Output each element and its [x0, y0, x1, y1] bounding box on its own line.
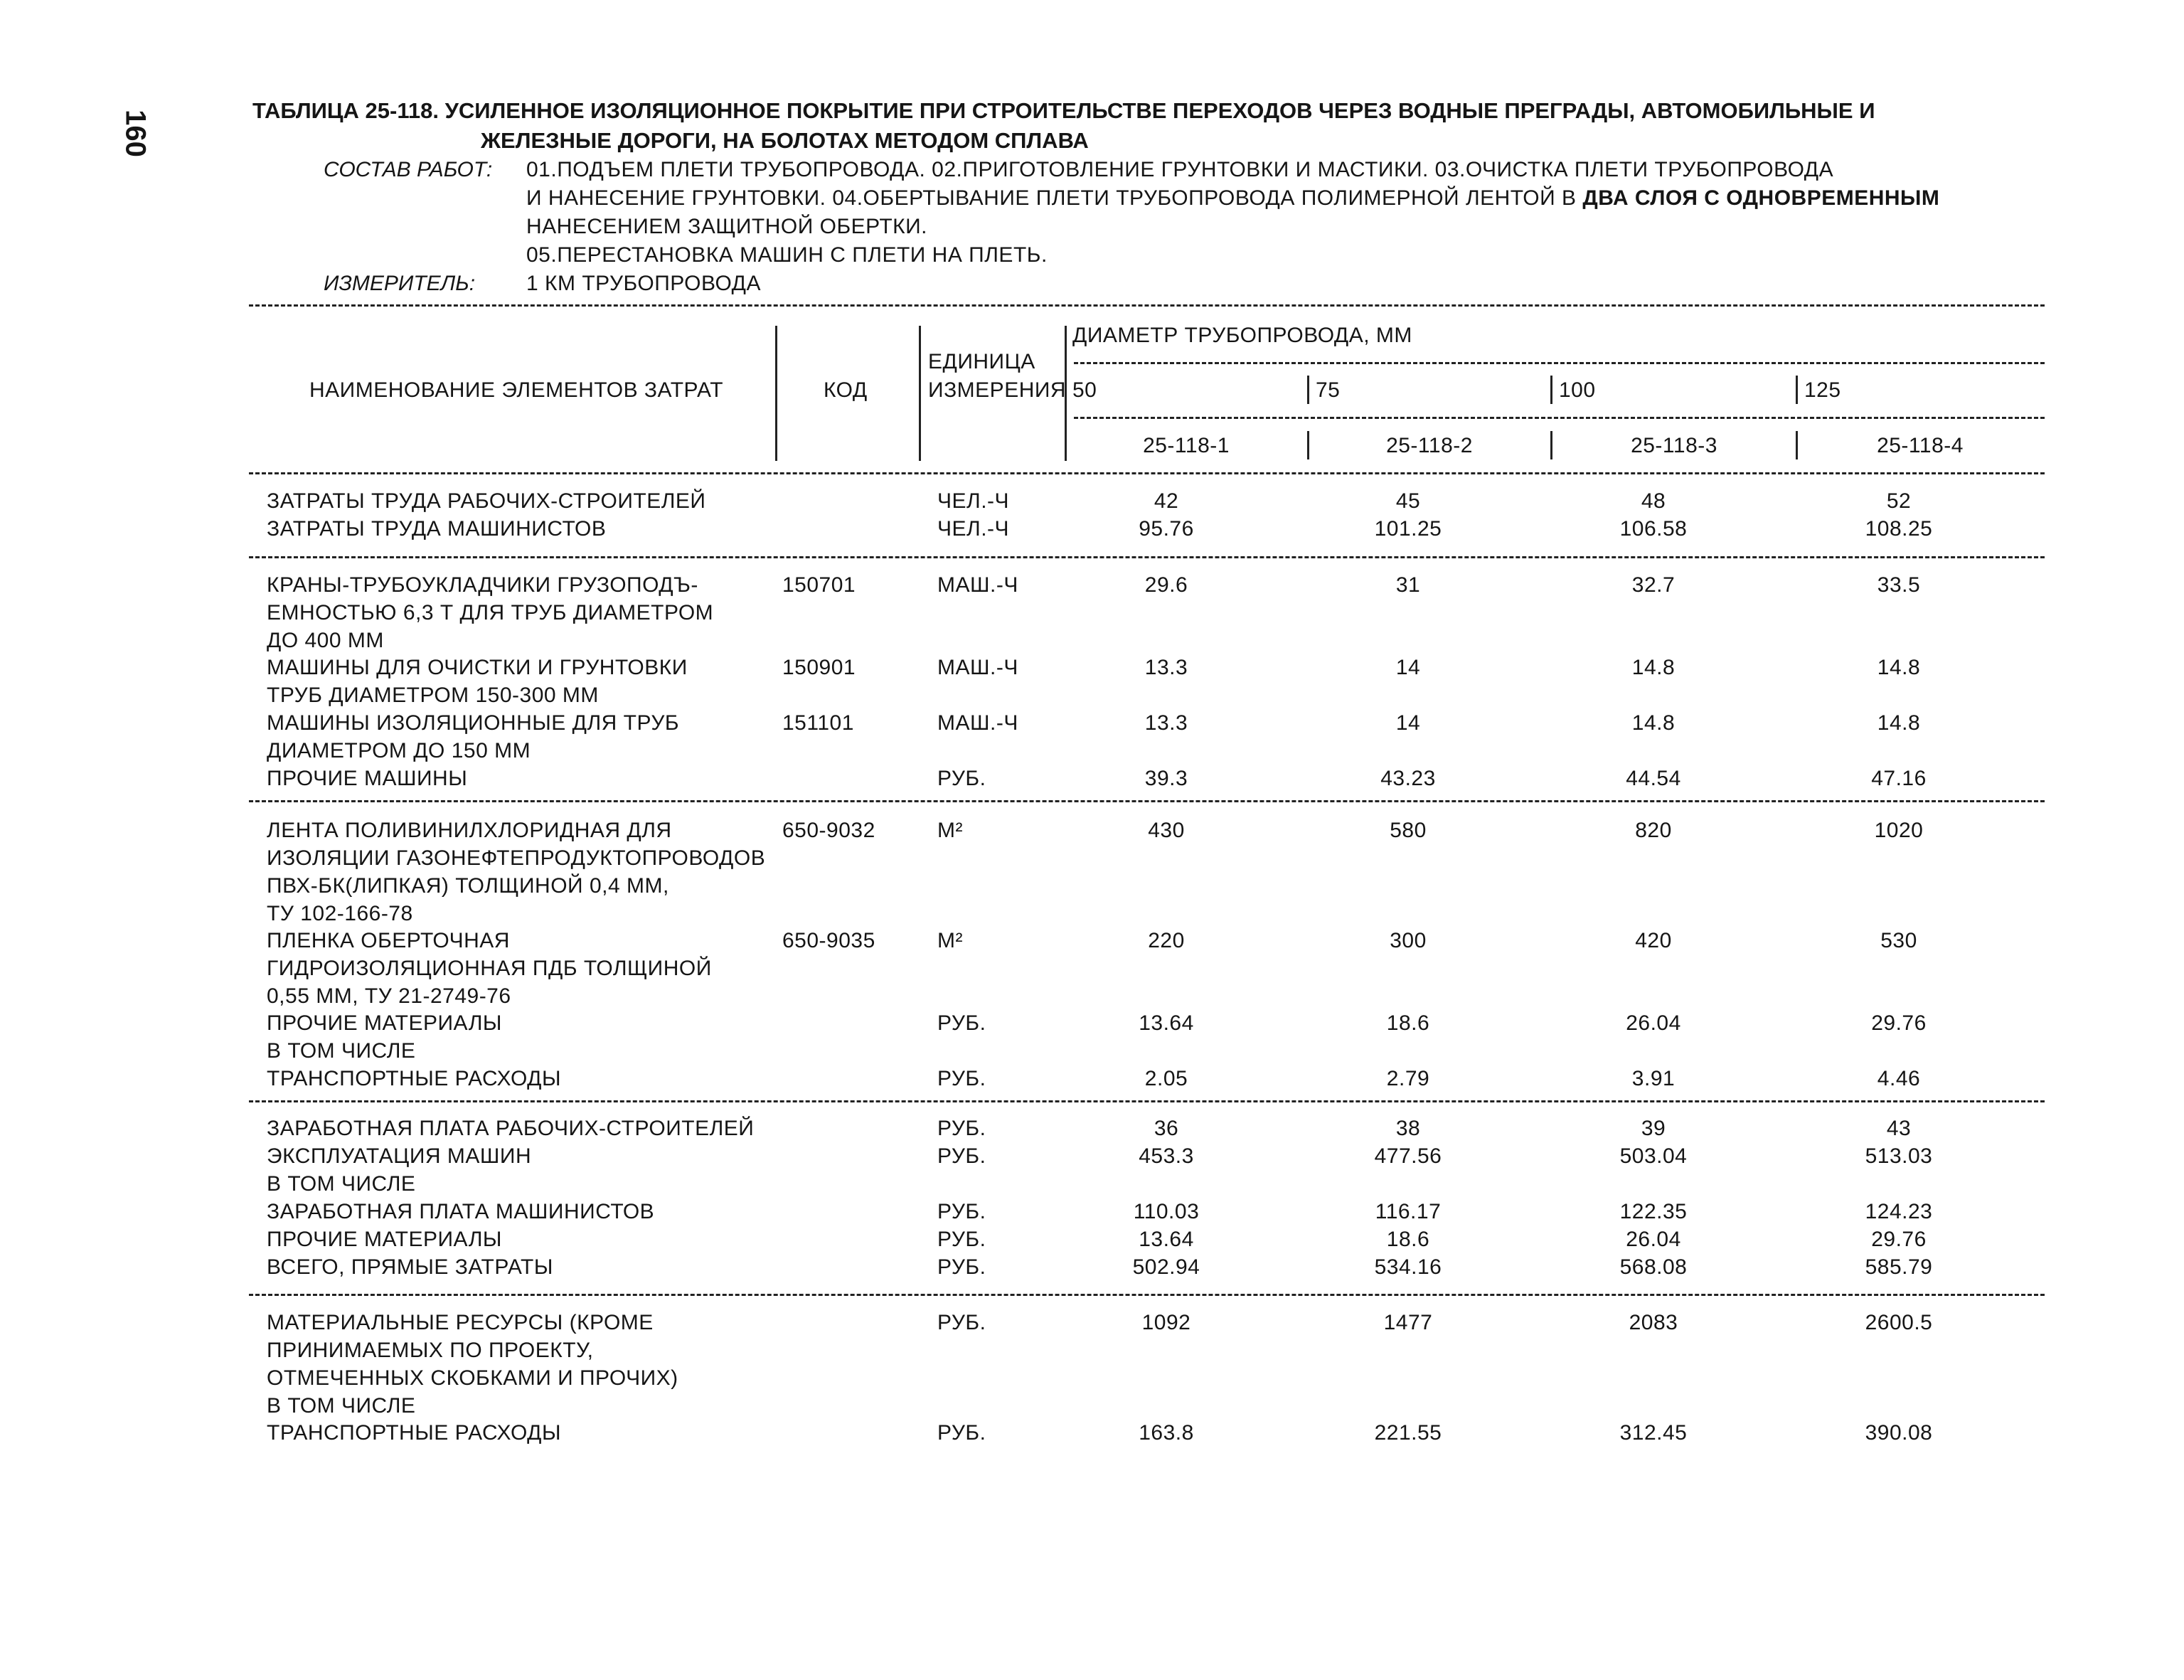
- row-unit: МАШ.-Ч: [937, 573, 1018, 597]
- row-unit: РУБ.: [937, 1200, 986, 1223]
- row-value-2: 116.17: [1375, 1200, 1442, 1223]
- row-name: ЗАТРАТЫ ТРУДА РАБОЧИХ-СТРОИТЕЛЕЙ: [267, 489, 706, 513]
- row-value-1: 502.94: [1132, 1255, 1200, 1279]
- row-name: ПРОЧИЕ МАТЕРИАЛЫ: [267, 1228, 502, 1251]
- row-value-4: 33.5: [1877, 573, 1921, 597]
- row-value-3: 820: [1635, 819, 1672, 842]
- header-diameter: ДИАМЕТР ТРУБОПРОВОДА, ММ: [1072, 324, 1412, 347]
- row-unit: РУБ.: [937, 1421, 986, 1445]
- row-value-3: 2083: [1629, 1311, 1678, 1334]
- row-code: 150901: [782, 656, 856, 679]
- row-value-2: 45: [1395, 489, 1421, 513]
- row-value-1: 220: [1148, 929, 1185, 952]
- section-rule-3: [249, 1100, 2045, 1102]
- row-unit: ЧЕЛ.-Ч: [937, 489, 1010, 513]
- measure-value: 1 КМ ТРУБОПРОВОДА: [526, 272, 762, 295]
- row-value-1: 29.6: [1144, 573, 1188, 597]
- row-value-3: 568.08: [1619, 1255, 1688, 1279]
- row-value-3: 106.58: [1619, 517, 1688, 541]
- row-value-2: 1477: [1383, 1311, 1433, 1334]
- row-value-1: 95.76: [1139, 517, 1194, 541]
- row-value-4: 513.03: [1865, 1144, 1933, 1168]
- row-name: ЭКСПЛУАТАЦИЯ МАШИН: [267, 1144, 532, 1168]
- row-value-2: 14: [1395, 711, 1421, 735]
- work-line-4: 05.ПЕРЕСТАНОВКА МАШИН С ПЛЕТИ НА ПЛЕТЬ.: [526, 243, 1048, 267]
- row-value-3: 44.54: [1626, 767, 1681, 790]
- row-name: ЗАРАБОТНАЯ ПЛАТА РАБОЧИХ-СТРОИТЕЛЕЙ: [267, 1117, 755, 1140]
- row-name: ВСЕГО, ПРЯМЫЕ ЗАТРАТЫ: [267, 1255, 553, 1279]
- header-vsep-d75: [1307, 376, 1309, 404]
- row-value-4: 29.76: [1871, 1011, 1927, 1035]
- row-value-1: 13.3: [1144, 656, 1188, 679]
- row-value-4: 47.16: [1871, 767, 1927, 790]
- row-value-3: 39: [1641, 1117, 1666, 1140]
- row-unit: РУБ.: [937, 1117, 986, 1140]
- row-value-1: 1092: [1141, 1311, 1191, 1334]
- row-name: ТУ 102-166-78: [267, 902, 413, 925]
- row-unit: МАШ.-Ч: [937, 656, 1018, 679]
- row-value-4: 4.46: [1877, 1067, 1921, 1090]
- row-value-1: 13.64: [1139, 1228, 1194, 1251]
- row-value-3: 26.04: [1626, 1228, 1681, 1251]
- row-value-4: 108.25: [1865, 517, 1933, 541]
- row-name: ЛЕНТА ПОЛИВИНИЛХЛОРИДНАЯ ДЛЯ: [267, 819, 672, 842]
- row-name: В ТОМ ЧИСЛЕ: [267, 1039, 416, 1063]
- section-rule-2: [249, 800, 2045, 802]
- row-name: ПРИНИМАЕМЫХ ПО ПРОЕКТУ,: [267, 1339, 594, 1362]
- header-code-1: 25-118-1: [1143, 434, 1230, 457]
- row-value-4: 14.8: [1877, 711, 1921, 735]
- row-name: ИЗОЛЯЦИИ ГАЗОНЕФТЕПРОДУКТОПРОВОДОВ: [267, 846, 766, 870]
- row-value-2: 14: [1395, 656, 1421, 679]
- row-value-4: 14.8: [1877, 656, 1921, 679]
- row-value-3: 122.35: [1619, 1200, 1688, 1223]
- work-line-2-text: И НАНЕСЕНИЕ ГРУНТОВКИ. 04.ОБЕРТЫВАНИЕ ПЛЕТИ ТРУБОПРОВОДА ПОЛИМЕРНОЙ ЛЕНТОЙ В: [526, 186, 1577, 210]
- header-vsep-d100: [1550, 376, 1552, 404]
- row-name: ДИАМЕТРОМ ДО 150 ММ: [267, 739, 531, 762]
- row-name: МАТЕРИАЛЬНЫЕ РЕСУРСЫ (КРОМЕ: [267, 1311, 654, 1334]
- row-value-4: 585.79: [1865, 1255, 1933, 1279]
- row-value-3: 14.8: [1631, 711, 1676, 735]
- row-value-4: 29.76: [1871, 1228, 1927, 1251]
- header-d75: 75: [1316, 378, 1341, 402]
- row-value-4: 2600.5: [1865, 1311, 1933, 1334]
- header-unit-2: ИЗМЕРЕНИЯ: [928, 378, 1067, 402]
- row-value-1: 36: [1154, 1117, 1179, 1140]
- row-value-3: 26.04: [1626, 1011, 1681, 1035]
- header-diam-rule-2: [1074, 417, 2045, 419]
- row-value-3: 14.8: [1631, 656, 1676, 679]
- row-unit: РУБ.: [937, 1011, 986, 1035]
- row-code: 151101: [782, 711, 854, 735]
- row-value-3: 503.04: [1619, 1144, 1688, 1168]
- header-vsep-2: [919, 326, 921, 461]
- row-name: В ТОМ ЧИСЛЕ: [267, 1172, 416, 1196]
- row-value-1: 42: [1154, 489, 1179, 513]
- row-value-2: 534.16: [1374, 1255, 1442, 1279]
- work-line-2-bold: ДВА СЛОЯ С ОДНОВРЕМЕННЫМ: [1582, 186, 1940, 210]
- row-unit: РУБ.: [937, 1311, 986, 1334]
- header-d125: 125: [1804, 378, 1841, 402]
- row-value-1: 453.3: [1139, 1144, 1194, 1168]
- row-value-1: 2.05: [1144, 1067, 1188, 1090]
- header-vsep-c4: [1796, 431, 1798, 459]
- measure-label: ИЗМЕРИТЕЛЬ:: [324, 272, 476, 295]
- header-vsep-c2: [1307, 431, 1309, 459]
- page-number: 160: [119, 110, 151, 157]
- row-value-2: 477.56: [1374, 1144, 1442, 1168]
- row-value-1: 110.03: [1133, 1200, 1200, 1223]
- row-name: ГИДРОИЗОЛЯЦИОННАЯ ПДБ ТОЛЩИНОЙ: [267, 957, 712, 980]
- header-d50: 50: [1072, 378, 1097, 402]
- row-value-2: 221.55: [1374, 1421, 1442, 1445]
- row-value-4: 390.08: [1865, 1421, 1933, 1445]
- row-name: ПРОЧИЕ МАТЕРИАЛЫ: [267, 1011, 502, 1035]
- row-value-2: 300: [1390, 929, 1427, 952]
- row-value-3: 3.91: [1631, 1067, 1676, 1090]
- row-value-2: 2.79: [1386, 1067, 1430, 1090]
- header-d100: 100: [1559, 378, 1596, 402]
- work-line-1: 01.ПОДЪЕМ ПЛЕТИ ТРУБОПРОВОДА. 02.ПРИГОТОВЛЕНИЕ ГРУНТОВКИ И МАСТИКИ. 03.ОЧИСТКА ПЛЕТИ ТРУБОПРОВОДА: [526, 158, 1834, 181]
- header-unit-1: ЕДИНИЦА: [928, 350, 1035, 373]
- row-name: МАШИНЫ ДЛЯ ОЧИСТКИ И ГРУНТОВКИ: [267, 656, 688, 679]
- row-unit: РУБ.: [937, 767, 986, 790]
- row-value-2: 31: [1395, 573, 1421, 597]
- header-diam-rule: [1074, 362, 2045, 364]
- row-unit: РУБ.: [937, 1255, 986, 1279]
- table-title-line-2: ЖЕЛЕЗНЫЕ ДОРОГИ, НА БОЛОТАХ МЕТОДОМ СПЛАВА: [481, 128, 1089, 153]
- header-bottom-rule: [249, 472, 2045, 474]
- row-code: 650-9035: [782, 929, 875, 952]
- header-vsep-c3: [1550, 431, 1552, 459]
- row-name: 0,55 ММ, ТУ 21-2749-76: [267, 984, 511, 1008]
- row-name: ЗАРАБОТНАЯ ПЛАТА МАШИНИСТОВ: [267, 1200, 655, 1223]
- work-label: СОСТАВ РАБОТ:: [324, 158, 493, 181]
- row-name: ПЛЕНКА ОБЕРТОЧНАЯ: [267, 929, 510, 952]
- work-line-3: НАНЕСЕНИЕМ ЗАЩИТНОЙ ОБЕРТКИ.: [526, 215, 928, 238]
- row-name: ТРАНСПОРТНЫЕ РАСХОДЫ: [267, 1421, 562, 1445]
- header-vsep-d125: [1796, 376, 1798, 404]
- row-value-4: 530: [1880, 929, 1917, 952]
- row-name: ЕМНОСТЬЮ 6,3 Т ДЛЯ ТРУБ ДИАМЕТРОМ: [267, 601, 714, 624]
- row-value-3: 32.7: [1631, 573, 1676, 597]
- row-name: ЗАТРАТЫ ТРУДА МАШИНИСТОВ: [267, 517, 607, 541]
- row-value-4: 43: [1886, 1117, 1912, 1140]
- row-name: ДО 400 ММ: [267, 629, 384, 652]
- header-code: КОД: [824, 378, 868, 402]
- row-value-2: 18.6: [1386, 1228, 1430, 1251]
- row-value-2: 43.23: [1380, 767, 1436, 790]
- row-name: ТРАНСПОРТНЫЕ РАСХОДЫ: [267, 1067, 562, 1090]
- row-unit: М²: [937, 929, 963, 952]
- section-rule-4: [249, 1294, 2045, 1296]
- header-code-4: 25-118-4: [1877, 434, 1964, 457]
- header-vsep-1: [775, 326, 777, 461]
- row-unit: РУБ.: [937, 1144, 986, 1168]
- row-name: МАШИНЫ ИЗОЛЯЦИОННЫЕ ДЛЯ ТРУБ: [267, 711, 680, 735]
- row-value-1: 39.3: [1144, 767, 1188, 790]
- row-value-4: 124.23: [1865, 1200, 1933, 1223]
- row-unit: РУБ.: [937, 1067, 986, 1090]
- row-name: ПВХ-БК(ЛИПКАЯ) ТОЛЩИНОЙ 0,4 ММ,: [267, 874, 669, 898]
- header-code-2: 25-118-2: [1386, 434, 1473, 457]
- row-value-2: 101.25: [1374, 517, 1442, 541]
- row-value-2: 580: [1390, 819, 1427, 842]
- row-unit: ЧЕЛ.-Ч: [937, 517, 1010, 541]
- row-value-3: 312.45: [1619, 1421, 1688, 1445]
- header-top-rule: [249, 304, 2045, 307]
- row-value-1: 13.64: [1139, 1011, 1194, 1035]
- row-value-1: 163.8: [1139, 1421, 1194, 1445]
- header-name: НАИМЕНОВАНИЕ ЭЛЕМЕНТОВ ЗАТРАТ: [309, 378, 724, 402]
- row-unit: М²: [937, 819, 963, 842]
- row-value-4: 52: [1886, 489, 1912, 513]
- row-value-2: 38: [1395, 1117, 1421, 1140]
- row-name: ПРОЧИЕ МАШИНЫ: [267, 767, 468, 790]
- row-name: В ТОМ ЧИСЛЕ: [267, 1394, 416, 1418]
- row-name: КРАНЫ-ТРУБОУКЛАДЧИКИ ГРУЗОПОДЪ-: [267, 573, 698, 597]
- table-title-line-1: ТАБЛИЦА 25-118. УСИЛЕННОЕ ИЗОЛЯЦИОННОЕ ПОКРЫТИЕ ПРИ СТРОИТЕЛЬСТВЕ ПЕРЕХОДОВ ЧЕРЕЗ ВОДНЫЕ ПРЕГРАДЫ, АВТОМОБИЛЬНЫЕ И: [252, 98, 1875, 123]
- section-rule-1: [249, 556, 2045, 558]
- row-value-1: 430: [1148, 819, 1185, 842]
- row-unit: РУБ.: [937, 1228, 986, 1251]
- row-value-3: 48: [1641, 489, 1666, 513]
- row-name: ОТМЕЧЕННЫХ СКОБКАМИ И ПРОЧИХ): [267, 1366, 678, 1390]
- row-name: ТРУБ ДИАМЕТРОМ 150-300 ММ: [267, 684, 599, 707]
- header-code-3: 25-118-3: [1631, 434, 1717, 457]
- row-code: 650-9032: [782, 819, 875, 842]
- row-value-4: 1020: [1874, 819, 1924, 842]
- work-line-2: [526, 186, 1939, 211]
- row-unit: МАШ.-Ч: [937, 711, 1018, 735]
- row-value-3: 420: [1635, 929, 1672, 952]
- row-value-2: 18.6: [1386, 1011, 1430, 1035]
- row-value-1: 13.3: [1144, 711, 1188, 735]
- row-code: 150701: [782, 573, 856, 597]
